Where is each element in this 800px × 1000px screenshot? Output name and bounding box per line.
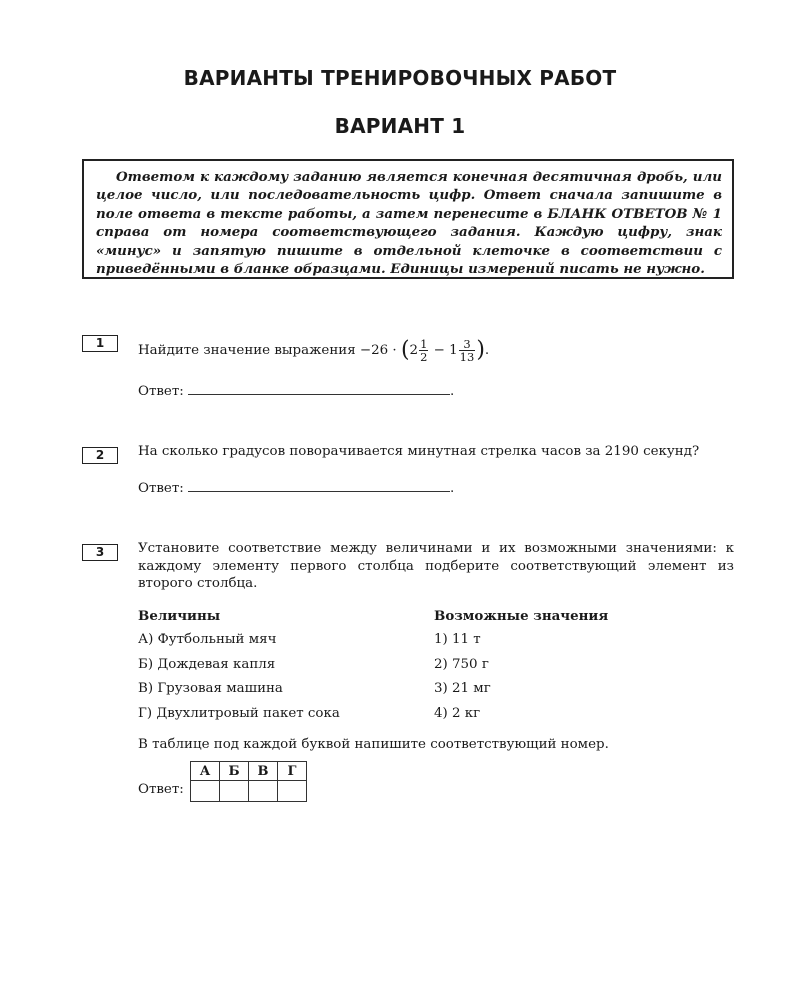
question-3-text: Установите соответствие между величинами и их возможными значениями: к каждому элементу первого столбца подберите соответствующий элемент из второго столбца. — [138, 541, 734, 591]
question-1-prompt: Найдите значение выражения −26 · — [138, 343, 401, 358]
value-item: 3) 21 мг — [434, 681, 491, 696]
table-header-g: Г — [278, 762, 307, 781]
answer-label-1: Ответ: — [138, 384, 184, 399]
variant-title: ВАРИАНТ 1 — [334, 114, 466, 138]
quantity-item: А) Футбольный мяч — [138, 632, 277, 647]
table-header-a: А — [191, 762, 220, 781]
answer-row-1: Ответ: . — [138, 384, 455, 399]
question-number-2: 2 — [82, 447, 118, 464]
answer-cell-v[interactable] — [249, 781, 278, 802]
page-title: ВАРИАНТЫ ТРЕНИРОВОЧНЫХ РАБОТ — [183, 66, 617, 90]
question-1-minus: − 1 — [429, 343, 458, 358]
question-2-text: На сколько градусов поворачивается минутная стрелка часов за 2190 секунд? — [138, 444, 700, 459]
answer-cell-g[interactable] — [278, 781, 307, 802]
answer-field-2[interactable] — [188, 479, 450, 492]
value-item: 4) 2 кг — [434, 706, 481, 721]
fraction-2: $\frac{3}{13}$ — [459, 337, 475, 364]
instructions-box — [82, 159, 734, 279]
question-1-whole-1: 2 — [409, 343, 419, 358]
quantity-item: Г) Двухлитровый пакет сока — [138, 706, 340, 721]
answer-table-3 — [190, 761, 307, 802]
question-number-3: 3 — [82, 544, 118, 561]
column-header-quantities: Величины — [138, 608, 221, 624]
fraction-1: $\frac{1}{2}$ — [420, 337, 428, 364]
answer-cell-b[interactable] — [220, 781, 249, 802]
answer-label-3: Ответ: — [138, 782, 184, 797]
answer-label-2: Ответ: — [138, 481, 184, 496]
question-number-1: 1 — [82, 335, 118, 352]
table-header-v: В — [249, 762, 278, 781]
table-header-b: Б — [220, 762, 249, 781]
quantity-item: Б) Дождевая капля — [138, 657, 276, 672]
table-instruction: В таблице под каждой буквой напишите соответствующий номер. — [138, 737, 609, 752]
answer-cell-a[interactable] — [191, 781, 220, 802]
question-1-text: Найдите значение выражения −26 · (2 $\frac{1}{2}$ − 1 $\frac{3}{13}$ ). — [138, 337, 490, 364]
quantity-item: В) Грузовая машина — [138, 681, 283, 696]
column-header-values: Возможные значения — [434, 608, 609, 624]
value-item: 1) 11 т — [434, 632, 481, 647]
instructions-text: Ответом к каждому заданию является конечная десятичная дробь, или целое число, или последовательность цифр. Ответ сначала запишите в поле ответа в тексте работы, а затем перенесите в БЛАНК ОТВЕТОВ № 1 справа от номера соответствующего задания. Каждую цифру, знак «минус» и запятую пишите в отдельной клеточке в соответствии с приведёнными в бланке образцами. Единицы измерений писать не нужно. — [96, 169, 722, 278]
answer-field-1[interactable] — [188, 382, 450, 395]
value-item: 2) 750 г — [434, 657, 489, 672]
answer-row-2: Ответ: . — [138, 481, 455, 496]
